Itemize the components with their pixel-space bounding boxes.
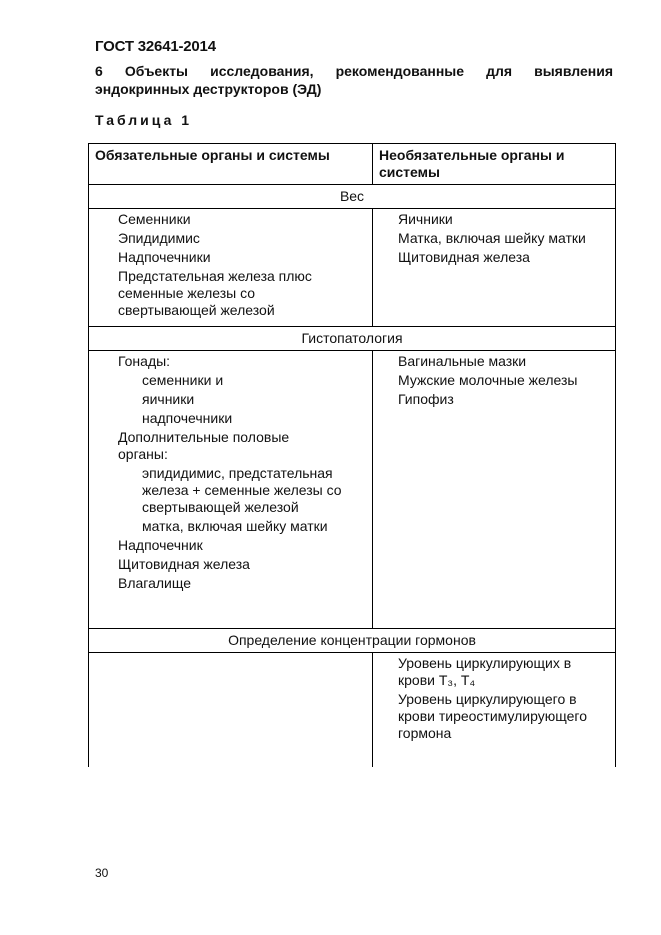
cell-hormones-mandatory	[89, 653, 372, 767]
list-item: Гонады:	[118, 353, 171, 369]
standard-code: ГОСТ 32641-2014	[95, 38, 216, 55]
list-item: Семенники	[118, 211, 191, 227]
table-header-row	[89, 144, 615, 185]
list-item: матка, включая шейку матки	[142, 518, 328, 534]
list-item: Щитовидная железа	[118, 556, 250, 572]
list-item: Матка, включая шейку матки	[398, 230, 586, 246]
table-row-weight	[89, 209, 615, 327]
list-item: Предстательная железа плюс семенные железы со свертывающей железой	[118, 268, 312, 318]
table-row-histopathology	[89, 351, 615, 629]
section-title-weight: Вес	[89, 185, 615, 209]
list-item: семенники и	[142, 372, 224, 388]
section-heading: 6 Объекты исследования, рекомендованные для выявления эндокринных деструкторов (ЭД)	[95, 63, 613, 97]
list-item: Вагинальные мазки	[398, 353, 527, 369]
header-optional: Необязательные органы и системы	[372, 144, 615, 184]
table-caption: Таблица 1	[95, 112, 193, 128]
list-item: Эпидидимис	[118, 230, 200, 246]
cell-weight-optional	[372, 209, 615, 326]
cell-histopathology-optional	[372, 351, 615, 628]
list-item: Мужские молочные железы	[398, 372, 578, 388]
list-item: Надпочечник	[118, 537, 203, 553]
page-number: 30	[95, 866, 109, 880]
list-item: Уровень циркулирующих в крови Т₃, Т₄	[398, 655, 572, 688]
section-title-hormones: Определение концентрации гормонов	[89, 629, 615, 653]
cell-histopathology-mandatory	[89, 351, 372, 628]
section-title-histopathology: Гистопатология	[89, 327, 615, 351]
list-item: Яичники	[398, 211, 453, 227]
list-item: эпидидимис, предстательная железа + семенные железы со свертывающей железой	[142, 465, 342, 515]
list-item: яичники	[142, 391, 195, 407]
list-item: Надпочечники	[118, 249, 211, 265]
organs-table	[88, 143, 616, 767]
list-item: Влагалище	[118, 575, 192, 591]
list-item: Дополнительные половые органы:	[118, 429, 290, 462]
list-item: Уровень циркулирующего в крови тиреостимулирующего гормона	[398, 691, 587, 741]
list-item: надпочечники	[142, 410, 233, 426]
list-item: Щитовидная железа	[398, 249, 530, 265]
cell-weight-mandatory	[89, 209, 372, 326]
list-item: Гипофиз	[398, 391, 454, 407]
header-mandatory: Обязательные органы и системы	[95, 147, 330, 163]
cell-hormones-optional	[372, 653, 615, 767]
table-row-hormones	[89, 653, 615, 767]
